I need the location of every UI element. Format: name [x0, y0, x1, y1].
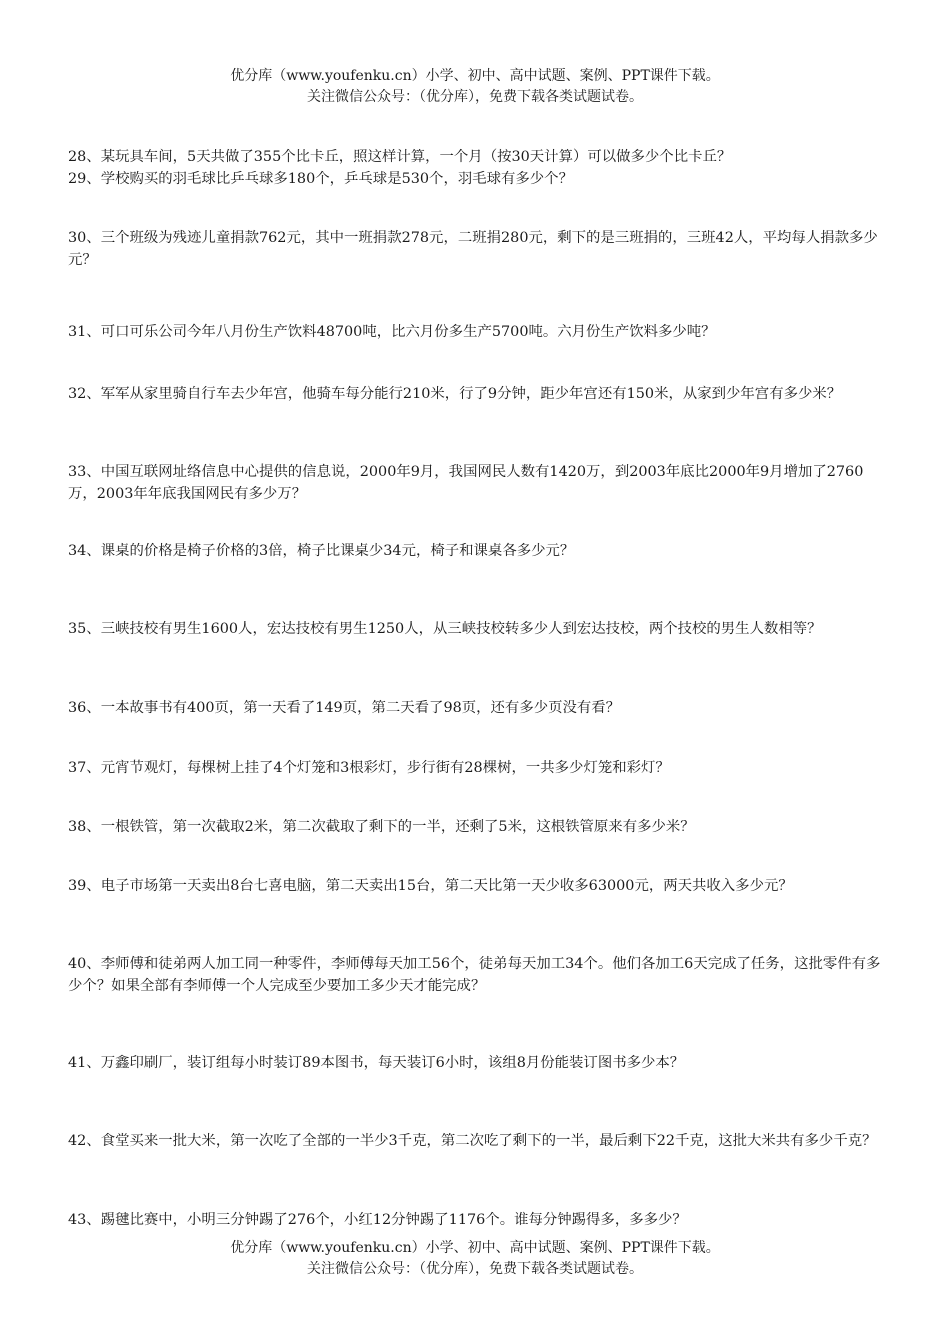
- question-29: 29、学校购买的羽毛球比乒乓球多180个，乒乓球是530个，羽毛球有多少个？: [68, 171, 573, 187]
- question-41: 41、万鑫印刷厂，装订组每小时装订89本图书，每天装订6小时，该组8月份能装订图书多少本？: [68, 1055, 685, 1071]
- header-line-1: 优分库（www.youfenku.cn）小学、初中、高中试题、案例、PPT课件下载。: [230, 68, 720, 84]
- page-header: [0, 66, 950, 108]
- page-footer: [0, 1238, 950, 1280]
- question-33: 33、中国互联网址络信息中心提供的信息说，2000年9月，我国网民人数有1420万，到2003年底比2000年9月增加了2760万，2003年年底我国网民有多少万？: [68, 464, 864, 502]
- question-30: 30、三个班级为残迹儿童捐款762元，其中一班捐款278元，二班捐280元，剩下的是三班捐的，三班42人，平均每人捐款多少元？: [68, 230, 878, 268]
- question-39: 39、电子市场第一天卖出8台七喜电脑，第二天卖出15台，第二天比第一天少收多63000元，两天共收入多少元？: [68, 878, 793, 894]
- footer-line-2: 关注微信公众号：（优分库），免费下载各类试题试卷。: [307, 1261, 643, 1277]
- question-28: 28、某玩具车间，5天共做了355个比卡丘，照这样计算，一个月（按30天计算）可以做多少个比卡丘？: [68, 149, 732, 165]
- question-42: 42、食堂买来一批大米，第一次吃了全部的一半少3千克，第二次吃了剩下的一半，最后剩下22千克，这批大米共有多少千克？: [68, 1133, 877, 1149]
- question-32: 32、军军从家里骑自行车去少年宫，他骑车每分能行210米，行了9分钟，距少年宫还有150米，从家到少年宫有多少米？: [68, 386, 842, 402]
- question-40: 40、李师傅和徒弟两人加工同一种零件，李师傅每天加工56个，徒弟每天加工34个。他们各加工6天完成了任务，这批零件有多少个？如果全部有李师傅一个人完成至少要加工多少天才能完成？: [68, 956, 881, 994]
- question-35: 35、三峡技校有男生1600人，宏达技校有男生1250人，从三峡技校转多少人到宏达技校，两个技校的男生人数相等？: [68, 621, 822, 637]
- question-36: 36、一本故事书有400页，第一天看了149页，第二天看了98页，还有多少页没有看？: [68, 700, 621, 716]
- question-34: 34、课桌的价格是椅子价格的3倍，椅子比课桌少34元，椅子和课桌各多少元？: [68, 543, 575, 559]
- question-38: 38、一根铁管，第一次截取2米，第二次截取了剩下的一半，还剩了5米，这根铁管原来有多少米？: [68, 819, 695, 835]
- header-line-2: 关注微信公众号：（优分库），免费下载各类试题试卷。: [307, 89, 643, 105]
- question-43: 43、踢毽比赛中，小明三分钟踢了276个，小红12分钟踢了1176个。谁每分钟踢得多，多多少？: [68, 1212, 687, 1228]
- question-37: 37、元宵节观灯，每棵树上挂了4个灯笼和3根彩灯，步行街有28棵树，一共多少灯笼和彩灯？: [68, 760, 670, 776]
- footer-line-1: 优分库（www.youfenku.cn）小学、初中、高中试题、案例、PPT课件下载。: [230, 1240, 720, 1256]
- question-31: 31、可口可乐公司今年八月份生产饮料48700吨，比六月份多生产5700吨。六月份生产饮料多少吨？: [68, 324, 716, 340]
